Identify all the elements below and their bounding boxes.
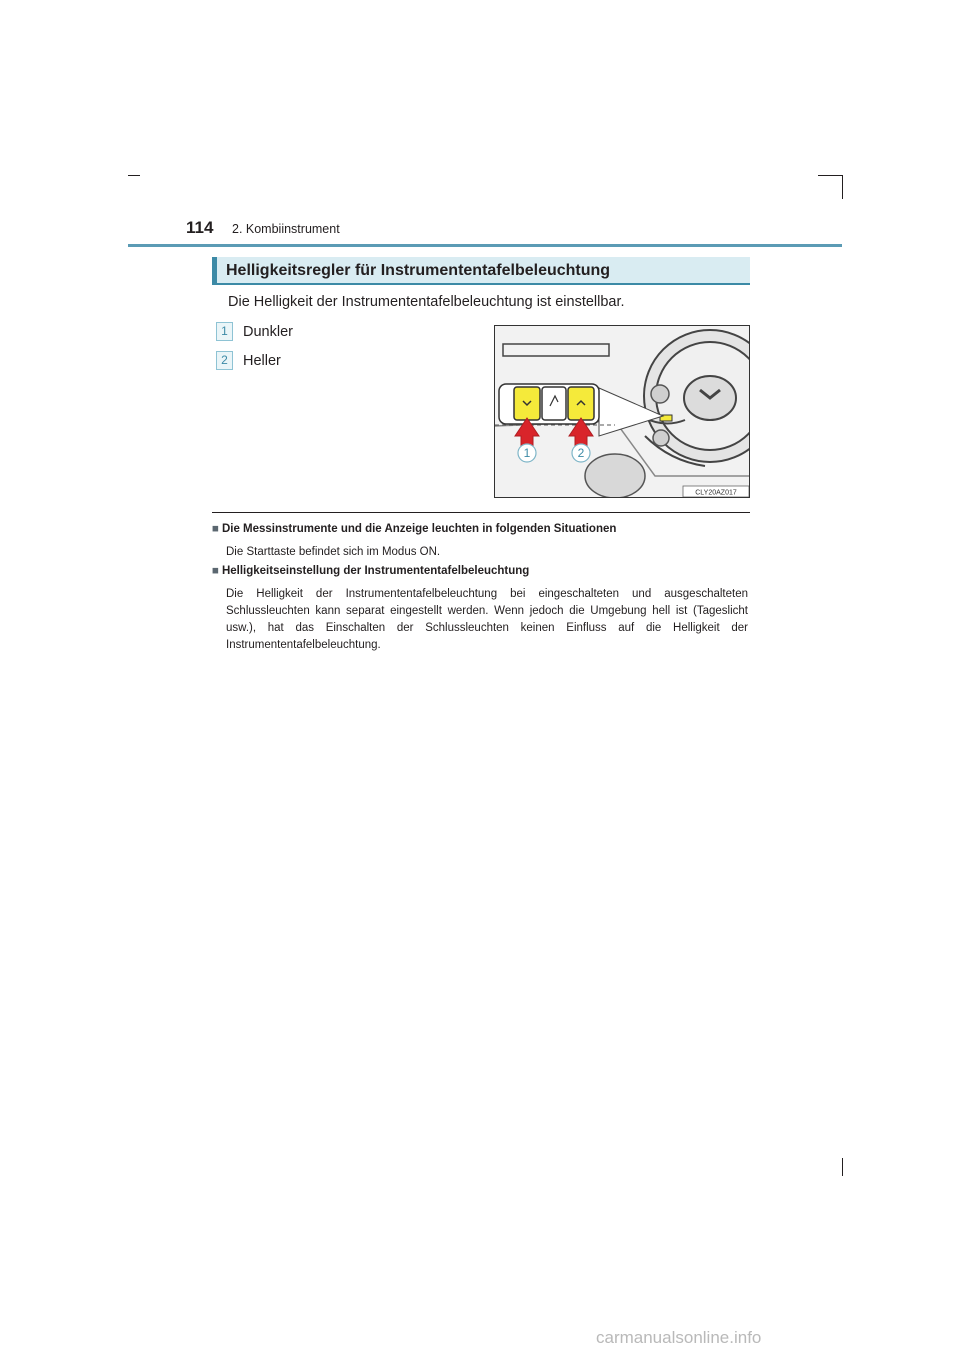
section-heading: Helligkeitsregler für Instrumententafelbeleuchtung <box>212 257 750 285</box>
note-text: Die Starttaste befindet sich im Modus ON. <box>226 546 441 558</box>
illustration-code: CLY20AZ017 <box>695 489 737 497</box>
number-badge: 1 <box>216 322 233 341</box>
dashboard-illustration <box>494 325 750 498</box>
note-heading-text: Die Messinstrumente und die Anzeige leuchten in folgenden Situationen <box>221 523 617 535</box>
dial-icon <box>651 385 669 403</box>
note-heading <box>212 565 529 577</box>
callout-label: 2 <box>577 446 585 460</box>
divider <box>212 512 750 513</box>
note-text: Die Helligkeit der Instrumententafelbeleuchtung bei eingeschalteten und ausgeschalteten Schlussleuchten kann separat eingestellt werden. Wenn jedoch die Umgebung hell ist (Tageslicht usw.), hat das Einschalten der Schlussleuchten keinen Einfluss auf die Helligkeit der Instrumententafelbeleuchtung. <box>226 588 748 651</box>
chapter-title: 2. Kombiinstrument <box>232 222 340 236</box>
list-item-brighter <box>216 351 281 370</box>
note-heading-text: Helligkeitseinstellung der Instrumententafelbeleuchtung <box>221 565 530 577</box>
voice-button-icon <box>542 387 566 420</box>
illustration-drawing <box>495 326 749 497</box>
watermark: carmanualsonline.info <box>596 1328 762 1347</box>
square-bullet-icon: ■ <box>212 523 219 535</box>
item-label: Dunkler <box>243 323 293 340</box>
darker-button-icon <box>514 387 540 420</box>
crop-mark <box>818 175 842 176</box>
crop-mark <box>128 175 140 176</box>
header-rule <box>128 244 842 247</box>
crop-mark <box>842 1158 843 1176</box>
dial-icon <box>653 430 669 446</box>
number-badge: 2 <box>216 351 233 370</box>
list-item-darker <box>216 322 293 341</box>
note-heading <box>212 523 616 535</box>
item-label: Heller <box>243 352 281 369</box>
brighter-button-icon <box>568 387 594 420</box>
crop-mark <box>842 175 843 199</box>
vent-icon <box>585 454 645 497</box>
intro-text: Die Helligkeit der Instrumententafelbeleuchtung ist einstellbar. <box>228 294 625 310</box>
square-bullet-icon: ■ <box>212 565 219 577</box>
callout-label: 1 <box>523 446 531 460</box>
page-number: 114 <box>186 218 214 237</box>
